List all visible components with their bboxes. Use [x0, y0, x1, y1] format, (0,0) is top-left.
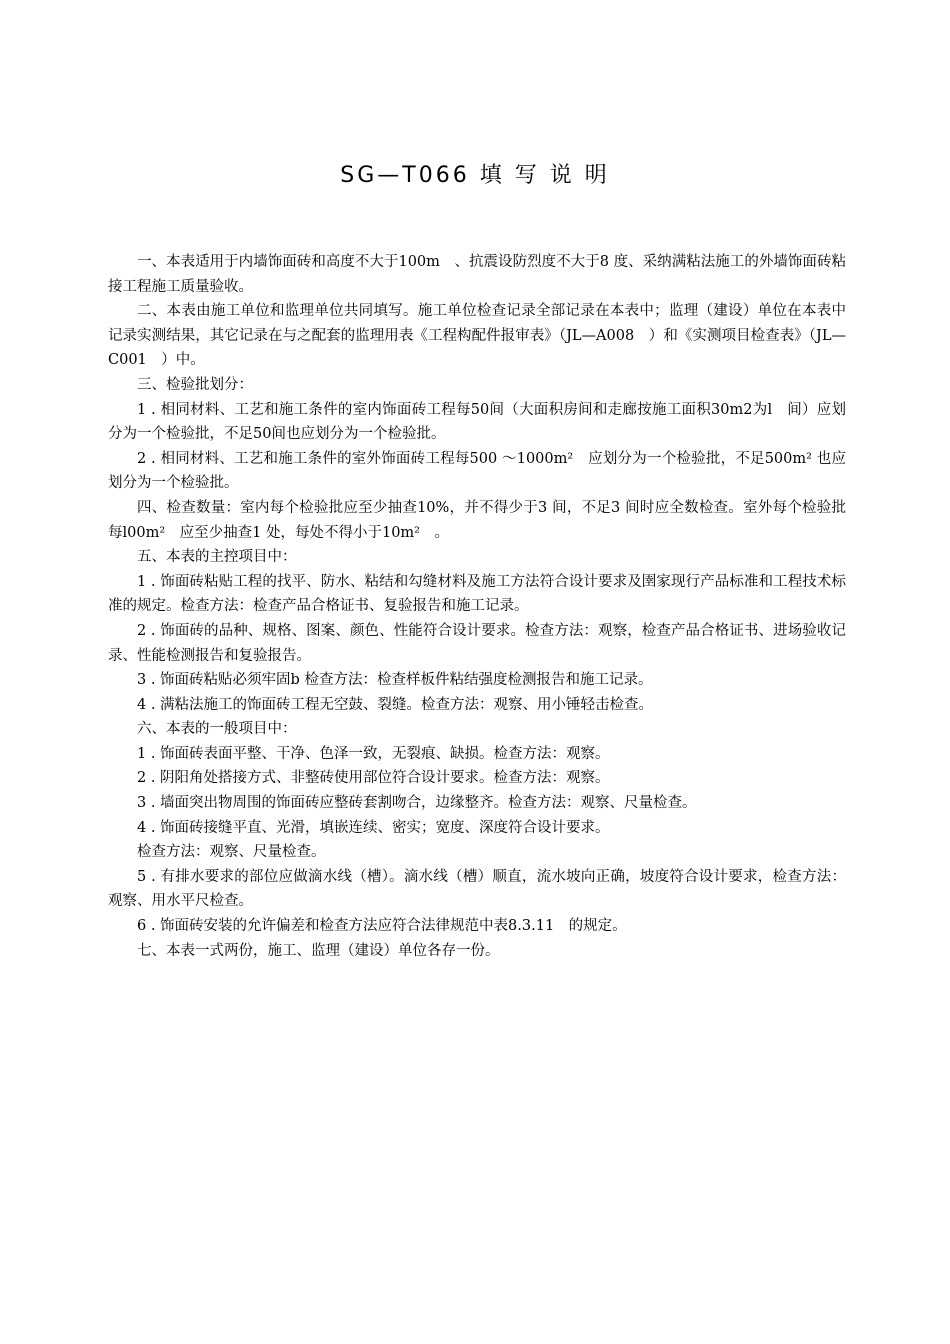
paragraph-14: 2 . 阴阳角处搭接方式、非整砖使用部位符合设计要求。检查方法：观察。	[137, 770, 610, 787]
paragraph-15: 3 . 墙面突出物周围的饰面砖应整砖套割吻合，边缘整齐。检查方法：观察、尺量检查。	[137, 795, 697, 812]
paragraph-7: 五、本表的主控项目中：	[137, 549, 297, 566]
paragraph-17: 检查方法：观察、尺量检查。	[137, 844, 326, 861]
paragraph-6: 四、检查数量：室内每个检验批应至少抽查10%，并不得少于3 间，不足3 间时应全数检查。室外每个检验批每l00m² 应至少抽查1 处，每处不得小于10m² 。	[108, 499, 846, 541]
paragraph-2: 二、本表由施工单位和监理单位共同填写。施工单位检查记录全部记录在本表中；监理（建设）单位在本表中记录实测结果，其它记录在与之配套的监理用表《工程构配件报审表》（JL—A008 ）和《实测项目检查表》（JL—C001 ）中。	[108, 303, 846, 369]
paragraph-10: 3 . 饰面砖粘贴必须牢固b 检查方法：检查样板件粘结强度检测报告和施工记录。	[137, 672, 653, 689]
paragraph-20: 七、本表一式两份，施工、监理（建设）单位各存一份。	[137, 942, 500, 959]
paragraph-11: 4 . 满粘法施工的饰面砖工程无空鼓、裂缝。检查方法：观察、用小锤轻击检查。	[137, 696, 654, 713]
paragraph-4: 1 . 相同材料、工艺和施工条件的室内饰面砖工程每50间（大面积房间和走廊按施工面积30m2为l 间）应划分为一个检验批，不足50间也应划分为一个检验批。	[108, 401, 847, 443]
paragraph-5: 2 . 相同材料、工艺和施工条件的室外饰面砖工程每500 ～1000m² 应划分为一个检验批，不足500m² 也应划分为一个检验批。	[108, 450, 846, 492]
paragraph-1: 一、本表适用于内墙饰面砖和高度不大于100m 、抗震设防烈度不大于8 度、采纳满粘法施工的外墙饰面砖粘接工程施工质量验收。	[108, 254, 846, 295]
paragraph-18: 5 . 有排水要求的部位应做滴水线（槽）。滴水线（槽）顺直，流水坡向正确，坡度符合设计要求，检查方法：观察、用水平尺检查。	[108, 868, 846, 910]
page-title: SG—T066 填 写 说 明	[340, 163, 610, 188]
paragraph-12: 六、本表的一般项目中：	[137, 721, 297, 738]
paragraph-16: 4 . 饰面砖接缝平直、光滑，填嵌连续、密实；宽度、深度符合设计要求。	[137, 819, 610, 836]
paragraph-3: 三、检验批划分：	[137, 376, 253, 393]
paragraph-19: 6 . 饰面砖安装的允许偏差和检查方法应符合法律规范中表8.3.11 的规定。	[137, 918, 627, 935]
paragraph-13: 1 . 饰面砖表面平整、干净、色泽一致，无裂痕、缺损。检查方法：观察。	[137, 745, 610, 762]
instructions-body	[108, 250, 846, 963]
paragraph-9: 2 . 饰面砖的品种、规格、图案、颜色、性能符合设计要求。检查方法：观察，检查产品合格证书、进场验收记录、性能检测报告和复验报告。	[108, 622, 846, 664]
paragraph-8: 1 . 饰面砖粘贴工程的找平、防水、粘结和勾缝材料及施工方法符合设计要求及圉家现行产品标准和工程技术标准的规定。检查方法：检查产品合格证书、复验报告和施工记录。	[108, 573, 846, 615]
